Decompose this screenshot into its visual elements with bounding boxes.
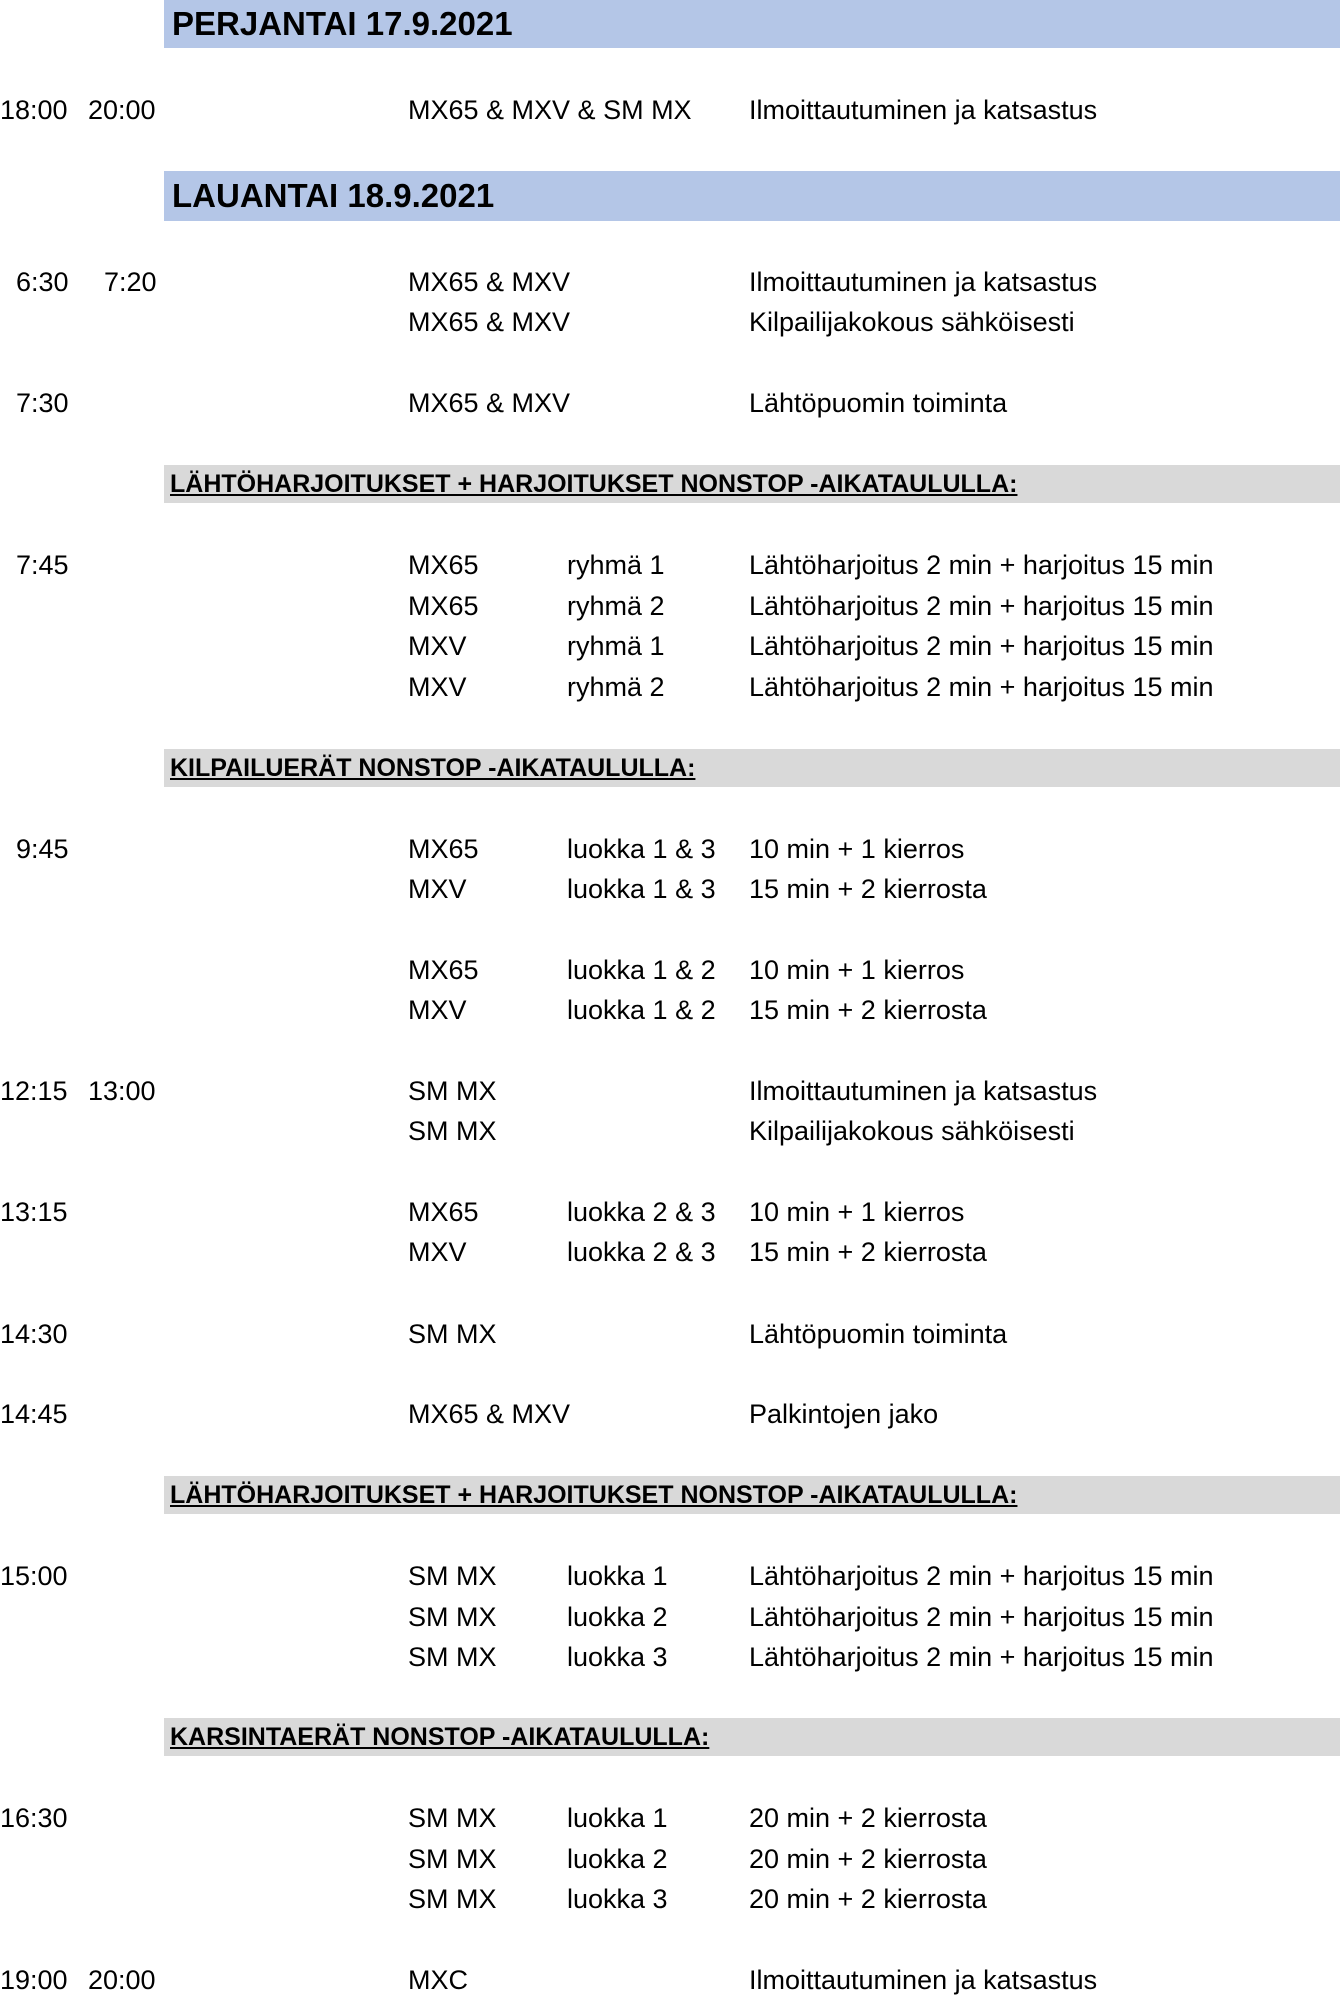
class-name: MX65 <box>408 955 479 985</box>
schedule-row <box>0 1394 1340 1434</box>
description: 15 min + 2 kierrosta <box>749 1237 987 1267</box>
class-name: MX65 <box>408 834 479 864</box>
description: 15 min + 2 kierrosta <box>749 874 987 904</box>
description: Lähtöharjoitus 2 min + harjoitus 15 min <box>749 1561 1214 1591</box>
class-name: MX65 & MXV <box>408 388 571 418</box>
description: Ilmoittautuminen ja katsastus <box>749 1076 1098 1106</box>
end-time: 20:00 <box>88 95 156 125</box>
start-time: 7:30 <box>16 388 69 418</box>
class-name: MX65 <box>408 550 479 580</box>
description: Ilmoittautuminen ja katsastus <box>749 267 1098 297</box>
schedule-row <box>0 626 1340 666</box>
section-title: LÄHTÖHARJOITUKSET + HARJOITUKSET NONSTOP -AIKATAULULLA: <box>170 470 1018 498</box>
section-header <box>164 465 1340 503</box>
schedule-row <box>0 1839 1340 1879</box>
class-name: MXV <box>408 672 467 702</box>
schedule-row <box>0 1798 1340 1838</box>
class-name: SM MX <box>408 1561 497 1591</box>
description: 20 min + 2 kierrosta <box>749 1803 987 1833</box>
start-time: 15:00 <box>0 1561 68 1591</box>
group-name: luokka 3 <box>567 1642 668 1672</box>
start-time: 13:15 <box>0 1197 68 1227</box>
description: 10 min + 1 kierros <box>749 834 965 864</box>
schedule-row <box>0 667 1340 707</box>
description: Lähtöharjoitus 2 min + harjoitus 15 min <box>749 672 1214 702</box>
class-name: MXC <box>408 1965 468 1995</box>
schedule-row <box>0 990 1340 1030</box>
description: 15 min + 2 kierrosta <box>749 995 987 1025</box>
day-header-saturday <box>164 171 1340 221</box>
class-name: SM MX <box>408 1884 497 1914</box>
schedule-row <box>0 1192 1340 1232</box>
end-time: 13:00 <box>88 1076 156 1106</box>
group-name: ryhmä 2 <box>567 591 665 621</box>
day-title: PERJANTAI 17.9.2021 <box>172 5 513 42</box>
day-title: LAUANTAI 18.9.2021 <box>172 177 495 214</box>
class-name: SM MX <box>408 1602 497 1632</box>
class-name: SM MX <box>408 1116 497 1146</box>
class-name: MXV <box>408 631 467 661</box>
class-name: MXV <box>408 1237 467 1267</box>
section-title: KARSINTAERÄT NONSTOP -AIKATAULULLA: <box>170 1723 710 1751</box>
description: 20 min + 2 kierrosta <box>749 1884 987 1914</box>
section-header <box>164 1718 1340 1756</box>
schedule-row <box>0 302 1340 342</box>
group-name: luokka 2 <box>567 1602 668 1632</box>
class-name: MXV <box>408 995 467 1025</box>
schedule-row <box>0 869 1340 909</box>
group-name: luokka 1 <box>567 1803 668 1833</box>
class-name: SM MX <box>408 1844 497 1874</box>
class-name: MXV <box>408 874 467 904</box>
description: Ilmoittautuminen ja katsastus <box>749 95 1098 125</box>
start-time: 12:15 <box>0 1076 68 1106</box>
start-time: 7:45 <box>16 550 69 580</box>
section-title: LÄHTÖHARJOITUKSET + HARJOITUKSET NONSTOP -AIKATAULULLA: <box>170 1481 1018 1509</box>
group-name: luokka 1 & 3 <box>567 834 716 864</box>
description: 10 min + 1 kierros <box>749 955 965 985</box>
schedule-row <box>0 1556 1340 1596</box>
group-name: luokka 2 & 3 <box>567 1197 716 1227</box>
schedule-row <box>0 1111 1340 1151</box>
section-header <box>164 1476 1340 1514</box>
schedule-row <box>0 1879 1340 1919</box>
description: Kilpailijakokous sähköisesti <box>749 307 1075 337</box>
start-time: 6:30 <box>16 267 69 297</box>
schedule-row <box>0 1071 1340 1111</box>
schedule-row <box>0 950 1340 990</box>
description: Lähtöharjoitus 2 min + harjoitus 15 min <box>749 591 1214 621</box>
start-time: 16:30 <box>0 1803 68 1833</box>
schedule-row <box>0 1960 1340 2000</box>
group-name: luokka 1 & 3 <box>567 874 716 904</box>
schedule-row <box>0 90 1340 130</box>
schedule-row <box>0 545 1340 585</box>
description: Lähtöharjoitus 2 min + harjoitus 15 min <box>749 1642 1214 1672</box>
class-name: SM MX <box>408 1319 497 1349</box>
day-header-friday <box>164 0 1340 48</box>
class-name: MX65 & MXV & SM MX <box>408 95 692 125</box>
group-name: ryhmä 1 <box>567 550 665 580</box>
group-name: luokka 2 & 3 <box>567 1237 716 1267</box>
description: Lähtöpuomin toiminta <box>749 1319 1008 1349</box>
class-name: MX65 & MXV <box>408 307 571 337</box>
start-time: 14:45 <box>0 1399 68 1429</box>
description: Lähtöpuomin toiminta <box>749 388 1008 418</box>
group-name: luokka 1 <box>567 1561 668 1591</box>
schedule-row <box>0 1637 1340 1677</box>
class-name: MX65 <box>408 591 479 621</box>
schedule-row <box>0 1597 1340 1637</box>
schedule-row <box>0 262 1340 302</box>
group-name: ryhmä 1 <box>567 631 665 661</box>
group-name: luokka 1 & 2 <box>567 955 716 985</box>
description: Lähtöharjoitus 2 min + harjoitus 15 min <box>749 631 1214 661</box>
class-name: SM MX <box>408 1076 497 1106</box>
schedule-row <box>0 383 1340 423</box>
end-time: 7:20 <box>104 267 157 297</box>
class-name: SM MX <box>408 1803 497 1833</box>
description: Palkintojen jako <box>749 1399 939 1429</box>
description: Lähtöharjoitus 2 min + harjoitus 15 min <box>749 550 1214 580</box>
class-name: MX65 <box>408 1197 479 1227</box>
start-time: 9:45 <box>16 834 69 864</box>
description: 20 min + 2 kierrosta <box>749 1844 987 1874</box>
class-name: MX65 & MXV <box>408 267 571 297</box>
class-name: SM MX <box>408 1642 497 1672</box>
schedule-row <box>0 1232 1340 1272</box>
schedule-row <box>0 829 1340 869</box>
schedule-row <box>0 586 1340 626</box>
section-title: KILPAILUERÄT NONSTOP -AIKATAULULLA: <box>170 754 696 782</box>
description: Kilpailijakokous sähköisesti <box>749 1116 1075 1146</box>
start-time: 14:30 <box>0 1319 68 1349</box>
description: Ilmoittautuminen ja katsastus <box>749 1965 1098 1995</box>
description: Lähtöharjoitus 2 min + harjoitus 15 min <box>749 1602 1214 1632</box>
description: 10 min + 1 kierros <box>749 1197 965 1227</box>
group-name: ryhmä 2 <box>567 672 665 702</box>
start-time: 19:00 <box>0 1965 68 1995</box>
start-time: 18:00 <box>0 95 68 125</box>
end-time: 20:00 <box>88 1965 156 1995</box>
group-name: luokka 3 <box>567 1884 668 1914</box>
section-header <box>164 749 1340 787</box>
group-name: luokka 1 & 2 <box>567 995 716 1025</box>
schedule-row <box>0 1314 1340 1354</box>
group-name: luokka 2 <box>567 1844 668 1874</box>
class-name: MX65 & MXV <box>408 1399 571 1429</box>
